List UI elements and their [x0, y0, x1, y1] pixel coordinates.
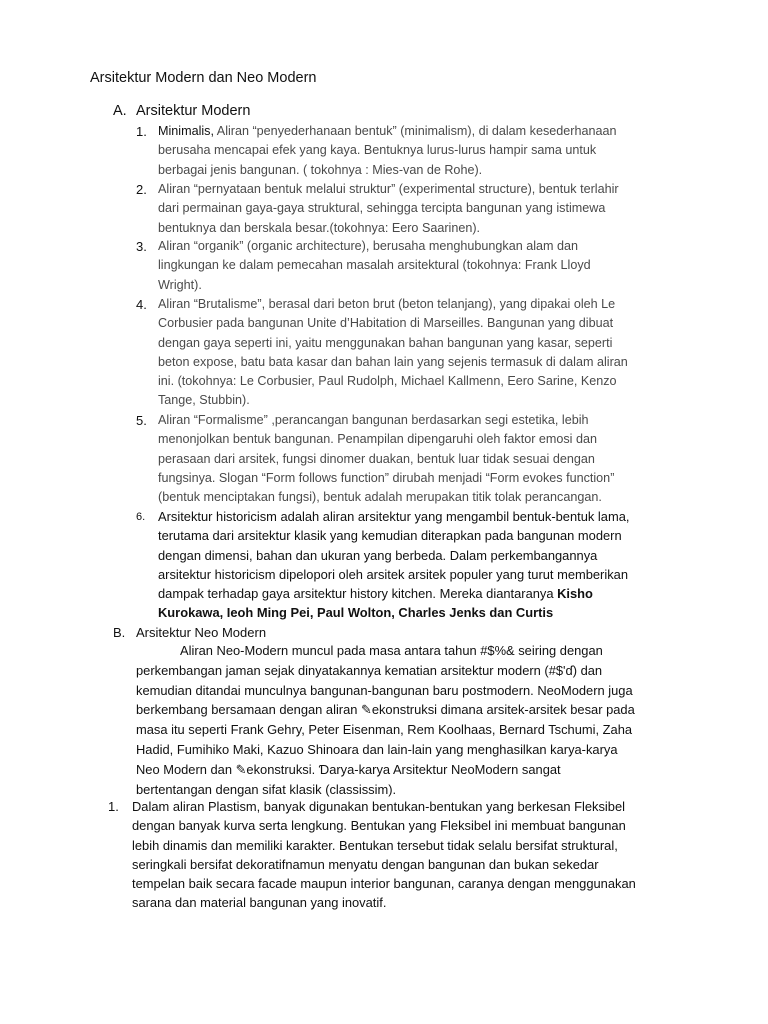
item-line: fungsinya. Slogan “Form follows function” dirubah menjadi “Form evokes function” [158, 470, 615, 485]
item-line: Aliran “Formalisme” ,perancangan bangunan berdasarkan segi estetika, lebih [158, 413, 589, 427]
item-line: lebih dinamis dan memiliki karakter. Bentukan tersebut tidak selalu bersifat struktural, [132, 837, 618, 853]
item-line: Tange, Stubbin). [158, 393, 250, 408]
item-line: sarana dan material bangunan yang inovatif. [132, 895, 387, 911]
item-line: tempelan baik secara facade maupun interior bangunan, caranya dengan menggunakan [132, 876, 636, 892]
item-line: Dalam aliran Plastism, banyak digunakan bentukan-bentukan yang berkesan Fleksibel [132, 799, 625, 814]
item-line: perasaan dari arsitek, fungsi dinomer duakan, bentuk luar tidak sesuai dengan [158, 451, 595, 466]
list-item [158, 122, 617, 180]
item-lead: Minimalis, [158, 124, 214, 138]
paragraph-line: Neo Modern dan ✎ekonstruksi. Ɗarya-karya Arsitektur NeoModern sangat [136, 761, 561, 777]
item-number: 1. [108, 799, 119, 814]
section-b-paragraph [136, 641, 635, 799]
item-number: 2. [136, 182, 147, 197]
item-line: terutama dari arsitektur klasik yang kemudian diterapkan pada bangunan modern [158, 528, 622, 544]
item-line: Aliran “Brutalisme”, berasal dari beton brut (beton telanjang), yang dipakai oleh Le [158, 297, 616, 311]
item-line: berbagai jenis bangunan. ( tokohnya : Mies-van de Rohe). [158, 162, 483, 177]
paragraph-line: berkembang bersamaan dengan aliran ✎ekonstruksi dimana arsitek-arsitek besar pada [136, 702, 635, 718]
item-line: dengan gaya seperti ini, yaitu menggunakan bahan bangunan yang kasar, seperti [158, 335, 613, 350]
item-line: dengan dimensi, bahan dan ukuran yang berbeda. Dalam perkembangannya [158, 547, 598, 563]
item-line: Aliran “penyederhanaan bentuk” (minimalism), di dalam kesederhanaan [213, 124, 617, 138]
item-line: arsitektur historicism dipelopori oleh arsitek arsitek populer yang turut memberikan [158, 566, 628, 582]
paragraph-line: kemudian ditandai munculnya bangunan-bangunan baru postmodern. NeoModern juga [136, 682, 633, 698]
document-title: Arsitektur Modern dan Neo Modern [90, 70, 317, 86]
item-line: Wright). [158, 277, 202, 292]
architect-names-bold: Kisho [557, 586, 593, 602]
paragraph-line: masa itu seperti Frank Gehry, Peter Eisenman, Rem Koolhaas, Bernard Tschumi, Zaha [136, 722, 633, 738]
paragraph-line: Aliran Neo-Modern muncul pada masa antara tahun #$%& seiring dengan [180, 643, 603, 658]
architect-names-bold: Kurokawa, Ieoh Ming Pei, Paul Wolton, Charles Jenks dan Curtis [158, 605, 554, 621]
list-item [158, 180, 619, 238]
item-line: dari permainan gaya-gaya struktural, sehingga tercipta bangunan yang istimewa [158, 201, 606, 216]
item-number: 4. [136, 297, 147, 312]
item-line: beton expose, batu bata kasar dan bahan lain yang sejenis termasuk di dalam aliran [158, 354, 628, 369]
list-item [158, 507, 629, 623]
item-line: menonjolkan bentuk bangunan. Penampilan dipengaruhi oleh faktor emosi dan [158, 432, 597, 447]
section-a-heading: Arsitektur Modern [136, 103, 251, 119]
item-line: bentuknya dan berskala besar.(tokohnya: Eero Saarinen). [158, 220, 481, 235]
paragraph-line: Hadid, Fumihiko Maki, Kazuo Shinoara dan lain-lain yang menghasilkan karya-karya [136, 741, 618, 757]
section-b-heading: Arsitektur Neo Modern [136, 625, 267, 640]
list-item [158, 237, 591, 295]
item-number: 3. [136, 239, 147, 254]
paragraph-line: bertentangan dengan sifat klasik (classissim). [136, 781, 397, 797]
item-line: Arsitektur historicism adalah aliran arsitektur yang mengambil bentuk-bentuk lama, [158, 509, 630, 524]
section-a-letter: A. [113, 103, 127, 119]
item-line: Corbusier pada bangunan Unite d’Habitation di Marseilles. Bangunan yang dibuat [158, 316, 614, 331]
item-line: dengan banyak kurva serta lengkung. Bentukan yang Fleksibel ini membuat bangunan [132, 818, 626, 834]
item-line: lingkungan ke dalam pemecahan masalah arsitektural (tokohnya: Frank Lloyd [158, 258, 591, 273]
item-number: 5. [136, 413, 147, 428]
list-item [158, 411, 614, 507]
list-item [158, 295, 628, 411]
item-line: seringkali bersifat dekoratifnamun menyatu dengan bangunan dan bukan sekedar [132, 856, 599, 872]
item-number: 1. [136, 124, 147, 139]
item-line: berusaha mencapai efek yang kaya. Bentuknya lurus-lurus hampir sama untuk [158, 143, 597, 158]
paragraph-line: perkembangan jaman sejak dinyatakannya kematian arsitektur modern (#$'ɗ) dan [136, 662, 603, 678]
section-b-letter: B. [113, 625, 126, 640]
list-item [132, 797, 636, 913]
item-line: Aliran “organik” (organic architecture), berusaha menghubungkan alam dan [158, 239, 579, 253]
item-line: (bentuk menciptakan fungsi), bentuk adalah merupakan titik tolak perancangan. [158, 490, 602, 505]
item-line: Aliran “pernyataan bentuk melalui struktur” (experimental structure), bentuk terlahir [158, 182, 619, 196]
item-line: ini. (tokohnya: Le Corbusier, Paul Rudolph, Michael Kallmenn, Eero Sarine, Kenzo [158, 374, 617, 389]
item-line: dampak terhadap gaya arsitektur history kitchen. Mereka diantaranya [158, 586, 558, 602]
item-number: 6. [136, 511, 146, 523]
